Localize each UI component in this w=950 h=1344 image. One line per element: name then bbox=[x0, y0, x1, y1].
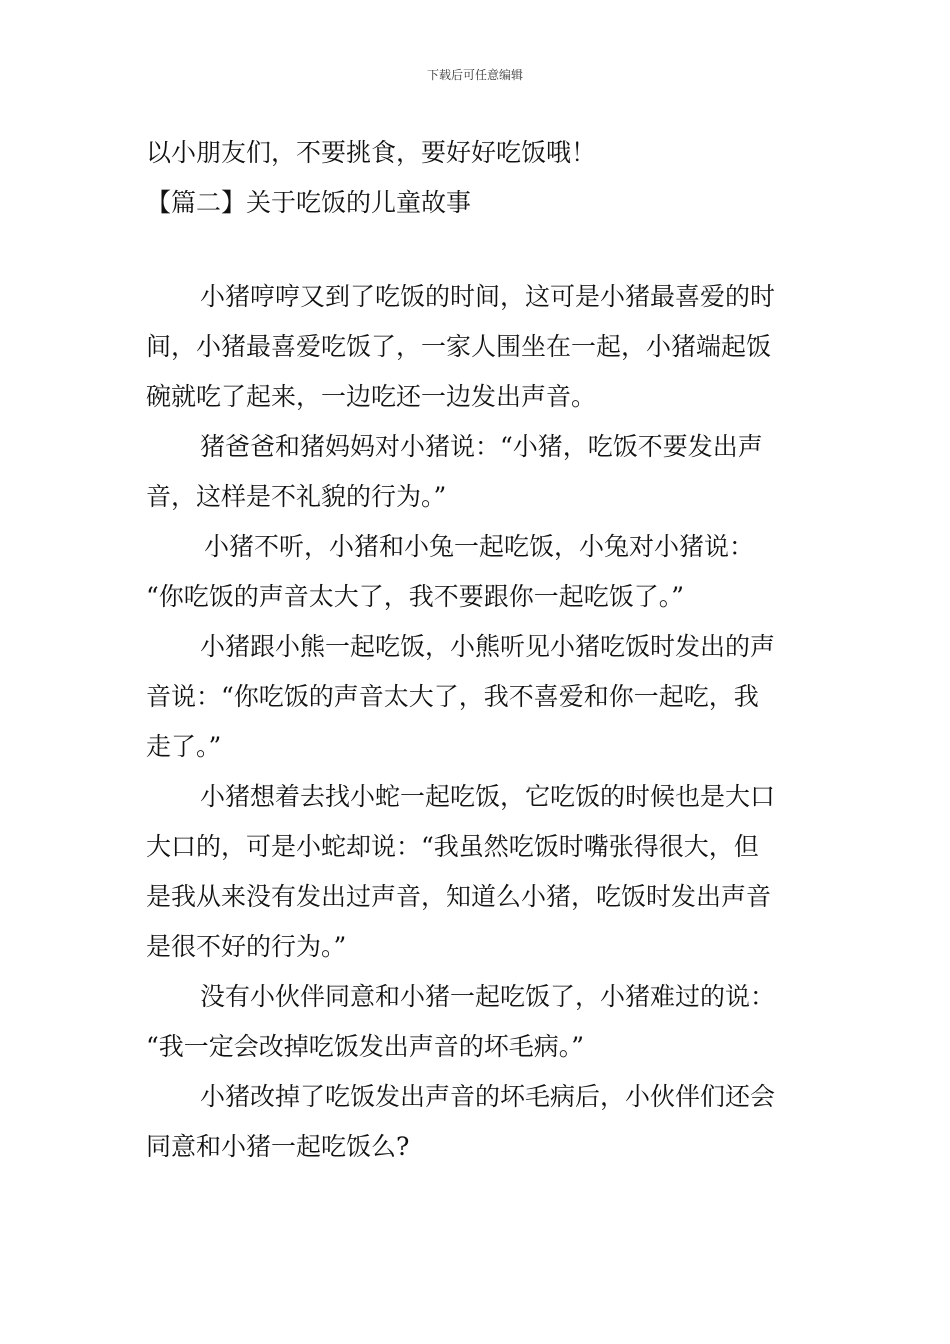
paragraph-line: 小猪想着去找小蛇一起吃饭，它吃饭的时候也是大口 bbox=[200, 782, 776, 811]
paragraph-line: “我一定会改掉吃饭发出声音的坏毛病。” bbox=[146, 1032, 585, 1061]
paragraph-line: 是我从来没有发出过声音，知道么小猪，吃饭时发出声音 bbox=[146, 882, 772, 911]
section-title: 【篇二】关于吃饭的儿童故事 bbox=[146, 188, 472, 217]
paragraph-line: 小猪改掉了吃饭发出声音的坏毛病后，小伙伴们还会 bbox=[200, 1082, 776, 1111]
paragraph-line: 小猪哼哼又到了吃饭的时间，这可是小猪最喜爱的时 bbox=[200, 282, 776, 311]
document-body bbox=[146, 128, 816, 1172]
paragraph-line: 走了。” bbox=[146, 732, 222, 761]
paragraph-line: 音说：“你吃饭的声音太大了，我不喜爱和你一起吃，我 bbox=[146, 682, 759, 711]
paragraph-line: 碗就吃了起来，一边吃还一边发出声音。 bbox=[146, 382, 597, 411]
paragraph-line: 猪爸爸和猪妈妈对小猪说：“小猪，吃饭不要发出声 bbox=[200, 432, 763, 461]
blank-gap bbox=[146, 228, 816, 272]
paragraph-line: 没有小伙伴同意和小猪一起吃饭了，小猪难过的说： bbox=[200, 982, 776, 1011]
text-line: 以小朋友们，不要挑食，要好好吃饭哦！ bbox=[146, 138, 597, 167]
paragraph-line: “你吃饭的声音太大了，我不要跟你一起吃饭了。” bbox=[146, 582, 685, 611]
paragraph-line: 大口的，可是小蛇却说：“我虽然吃饭时嘴张得很大，但 bbox=[146, 832, 759, 861]
paragraph-line: 小猪跟小熊一起吃饭，小熊听见小猪吃饭时发出的声 bbox=[200, 632, 776, 661]
page-header: 下载后可任意编辑 bbox=[426, 68, 523, 82]
paragraph-line: 间，小猪最喜爱吃饭了，一家人围坐在一起，小猪端起饭 bbox=[146, 332, 772, 361]
paragraph-line: 音，这样是不礼貌的行为。” bbox=[146, 482, 447, 511]
paragraph-line: 小猪不听，小猪和小兔一起吃饭，小兔对小猪说： bbox=[204, 532, 755, 561]
paragraph-line: 是很不好的行为。” bbox=[146, 932, 347, 961]
paragraph-line: 同意和小猪一起吃饭么? bbox=[146, 1132, 410, 1161]
